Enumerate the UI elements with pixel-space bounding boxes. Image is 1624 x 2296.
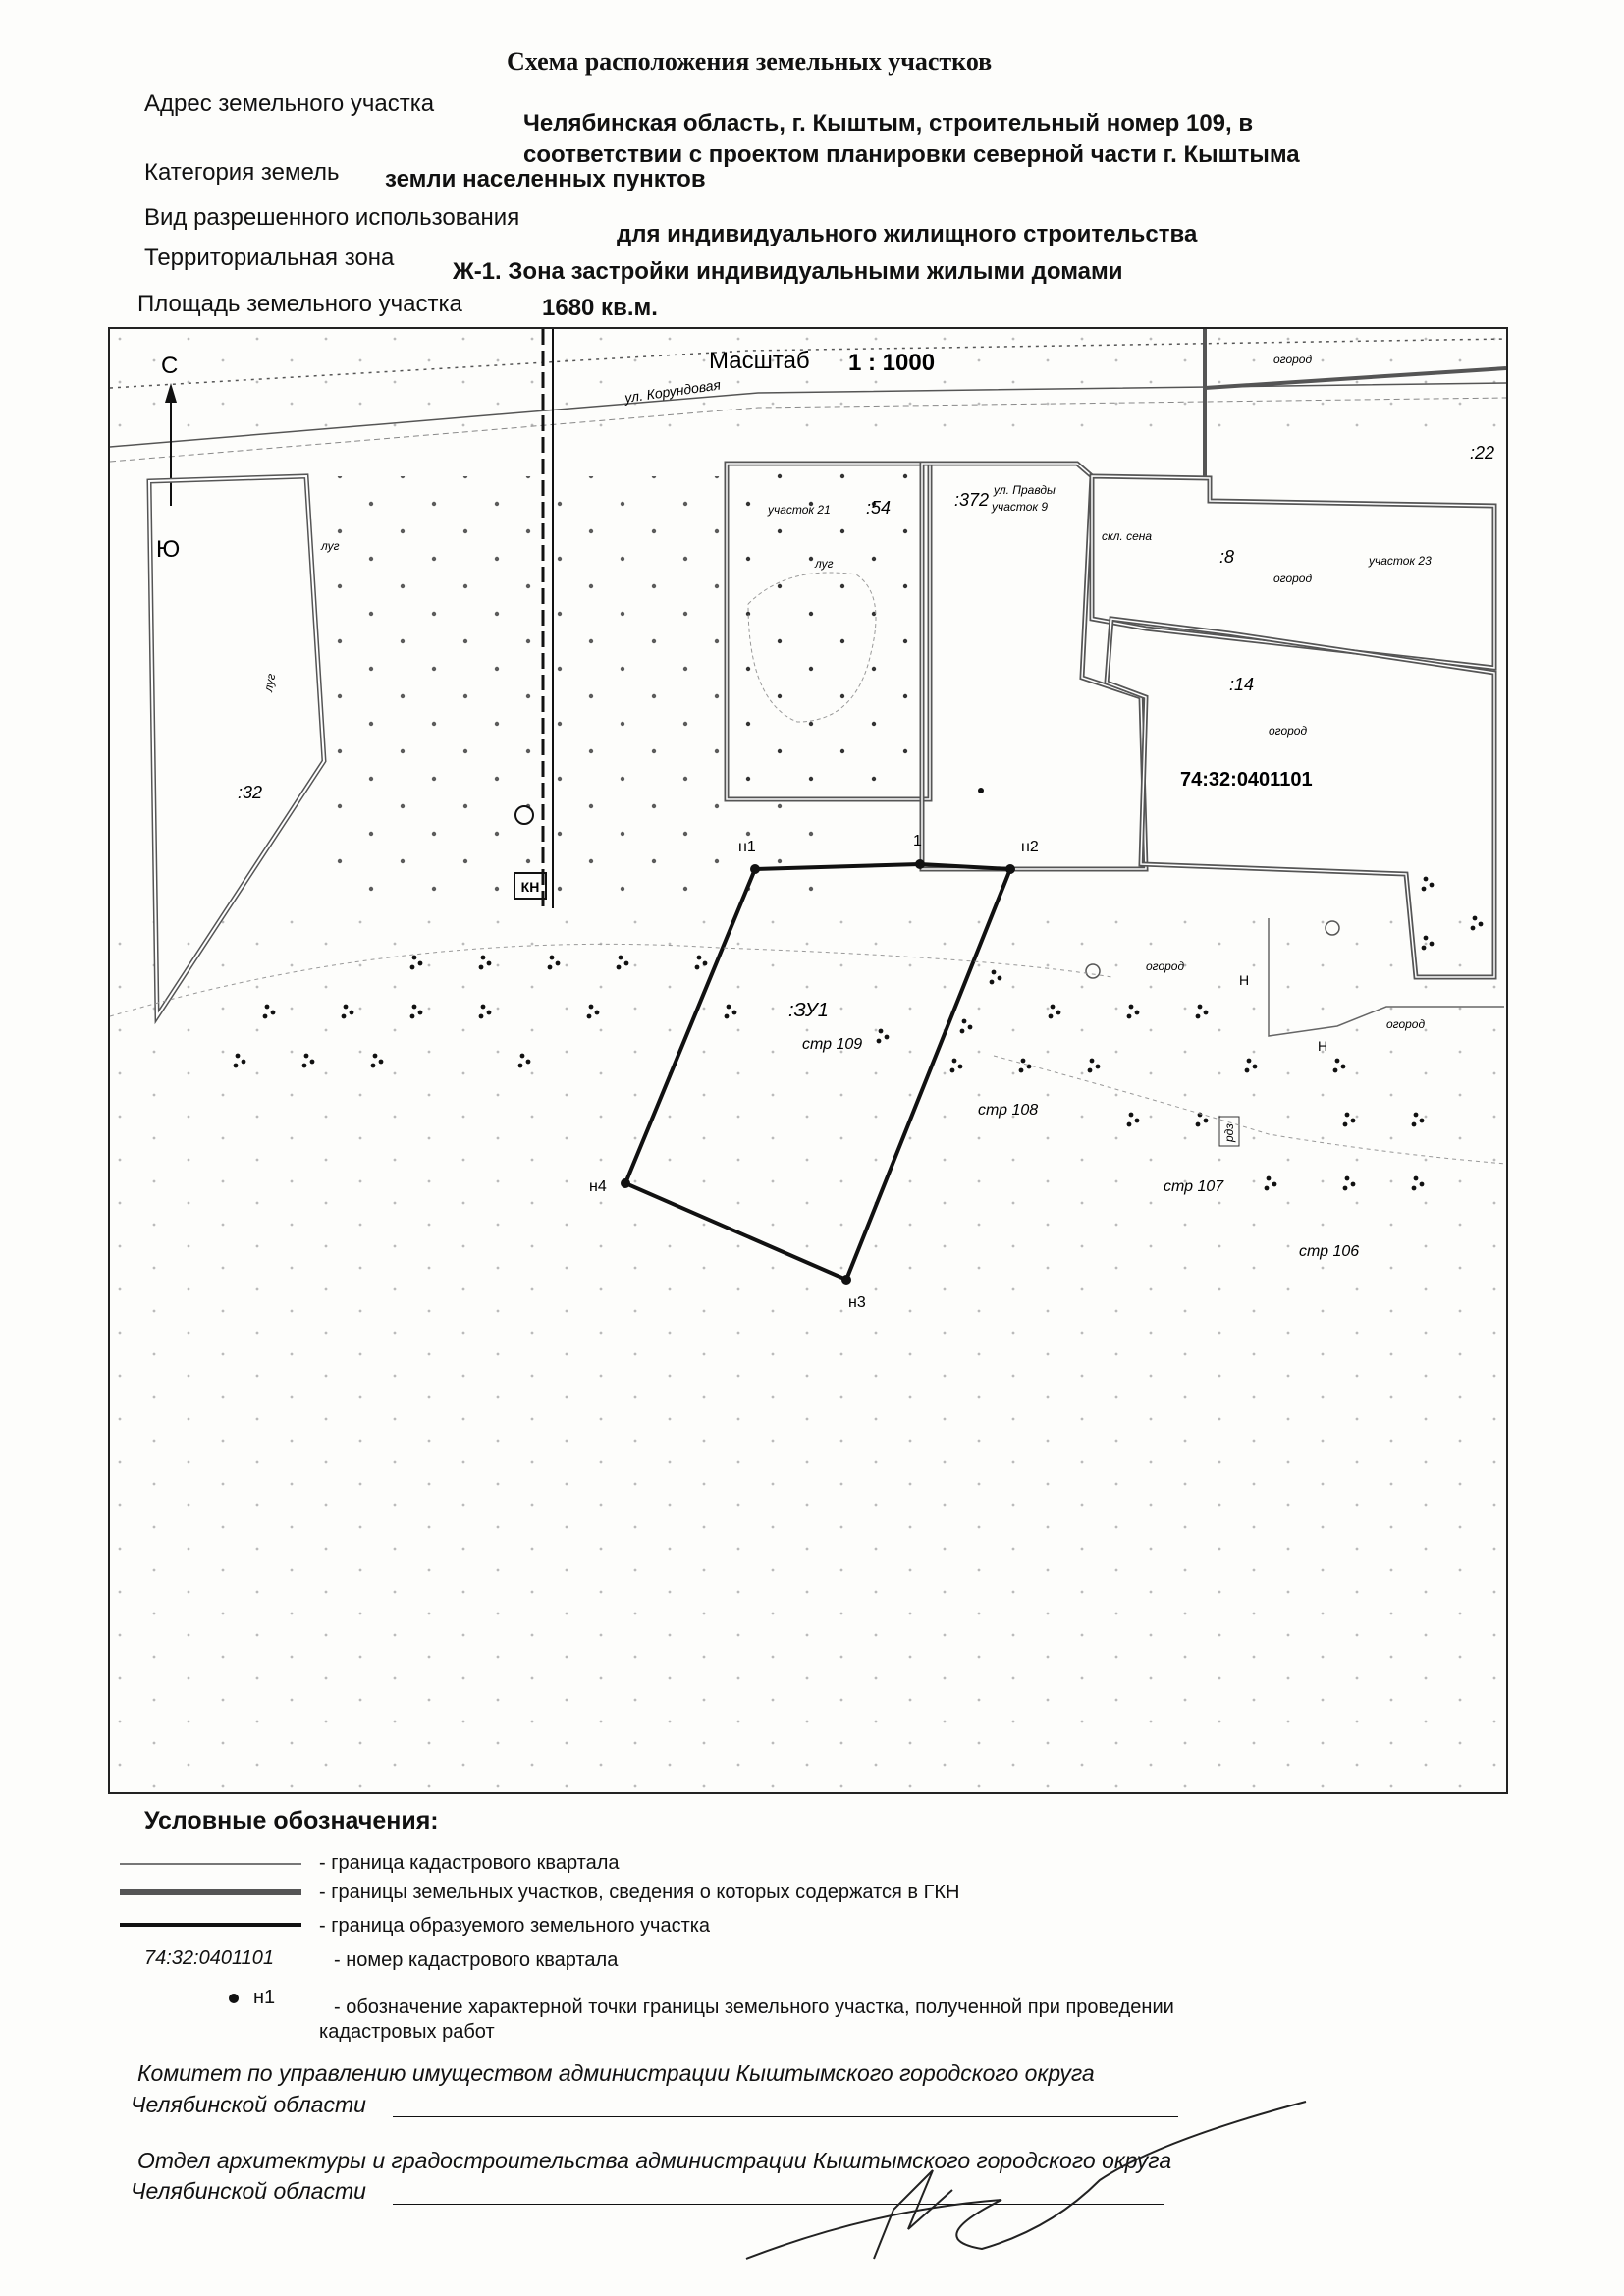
parcel-372-boundary [922,464,1146,869]
legend-title: Условные обозначения: [144,1807,439,1834]
label-meadow-3: луг [321,539,340,553]
legend-point-dot [229,1994,239,2003]
label-p32: :32 [238,783,263,802]
parcel-372-inner [922,464,1146,869]
label-street2: ул. Правды [994,483,1056,497]
point-n3[interactable] [841,1275,851,1285]
label-str107: стр 107 [1164,1178,1224,1195]
document-title: Схема расположения земельных участков [507,47,993,76]
area-label: Площадь земельного участка [137,291,462,317]
category-value: земли населенных пунктов [385,166,706,192]
parcel-zu1-label: :ЗУ1 [788,1000,829,1021]
use-label: Вид разрешенного использования [144,204,520,231]
label-h2: Н [1318,1038,1328,1054]
legend-item-point-line2: кадастровых работ [319,2021,495,2043]
south-label: Ю [156,536,181,563]
legend-item-quarter: - граница кадастрового квартала [319,1852,620,1874]
label-n1: н1 [738,839,756,855]
cadastral-quarter-label: 74:32:0401101 [1180,769,1313,791]
label-p8: :8 [1219,547,1235,567]
label-plot9: участок 9 [992,500,1049,514]
point-1[interactable] [915,859,925,869]
label-p54: :54 [866,498,892,518]
label-str106: стр 106 [1299,1243,1360,1260]
parcel-zu1-construction: стр 109 [802,1036,863,1053]
label-garden-3: огород [1273,353,1313,366]
point-n4[interactable] [621,1178,630,1188]
label-meadow-1: луг [261,672,279,693]
label-garden-1: огород [1273,572,1313,585]
label-meadow-2: луг [815,557,834,571]
map-frame [108,327,1508,1794]
legend-line-gkn [120,1889,301,1895]
dept-line2: Челябинской области [131,2178,366,2204]
label-p372: :372 [954,490,990,510]
kn-sign: КН [520,879,540,895]
legend-item-new-parcel: - граница образуемого земельного участка [319,1915,711,1937]
label-street1: ул. Корундовая [623,376,722,406]
label-n2: н2 [1021,839,1039,855]
area-value: 1680 кв.м. [542,295,658,321]
category-label: Категория земель [144,159,340,186]
address-value-line1: Челябинская область, г. Кыштым, строительный номер 109, в [523,110,1254,137]
legend-point-sample: н1 [253,1987,276,2008]
handwritten-signature [727,2092,1335,2278]
label-hay: скл. сена [1102,529,1153,543]
point-n1[interactable] [750,864,760,874]
label-garden-4: огород [1146,959,1185,973]
label-plot23: участок 23 [1369,554,1432,568]
legend-quarter-sample: 74:32:0401101 [144,1947,274,1969]
label-p14: :14 [1229,675,1255,694]
zone-label: Территориальная зона [144,245,395,271]
legend-item-point: - обозначение характерной точки границы земельного участка, полученной при проведении [334,1996,1174,2018]
label-garden-2: огород [1269,724,1308,738]
north-label: С [161,353,179,379]
label-str108: стр 108 [978,1102,1039,1119]
legend-line-quarter [120,1863,301,1865]
address-value-line2: соответствии с проектом планировки северной части г. Кыштыма [523,141,1300,168]
committee-line2: Челябинской области [131,2092,366,2117]
marker-dot [978,788,984,793]
legend-line-new-parcel [120,1923,301,1927]
legend-item-quarter-number: - номер кадастрового квартала [334,1949,619,1971]
label-garden-5: огород [1386,1017,1426,1031]
use-value: для индивидуального жилищного строительства [617,221,1198,247]
address-label: Адрес земельного участка [144,90,435,117]
label-plot21: участок 21 [768,503,831,517]
zone-value: Ж-1. Зона застройки индивидуальными жилыми домами [453,258,1123,285]
legend-item-gkn: - границы земельных участков, сведения о которых содержатся в ГКН [319,1882,960,1903]
label-n3: н3 [848,1294,866,1311]
label-rdz: рдз [1222,1123,1236,1142]
committee-line1: Комитет по управлению имуществом администрации Кыштымского городского округа [137,2060,1095,2086]
scale-value: 1 : 1000 [848,350,936,376]
dept-line1: Отдел архитектуры и градостроительства администрации Кыштымского городского округа [137,2148,1172,2173]
scale-label: Масштаб [709,348,810,374]
label-h1: Н [1239,972,1250,988]
cadastral-map [110,329,1506,1792]
point-n2[interactable] [1005,864,1015,874]
label-1: 1 [913,833,922,849]
label-p22: :22 [1470,443,1495,463]
label-n4: н4 [589,1178,607,1195]
